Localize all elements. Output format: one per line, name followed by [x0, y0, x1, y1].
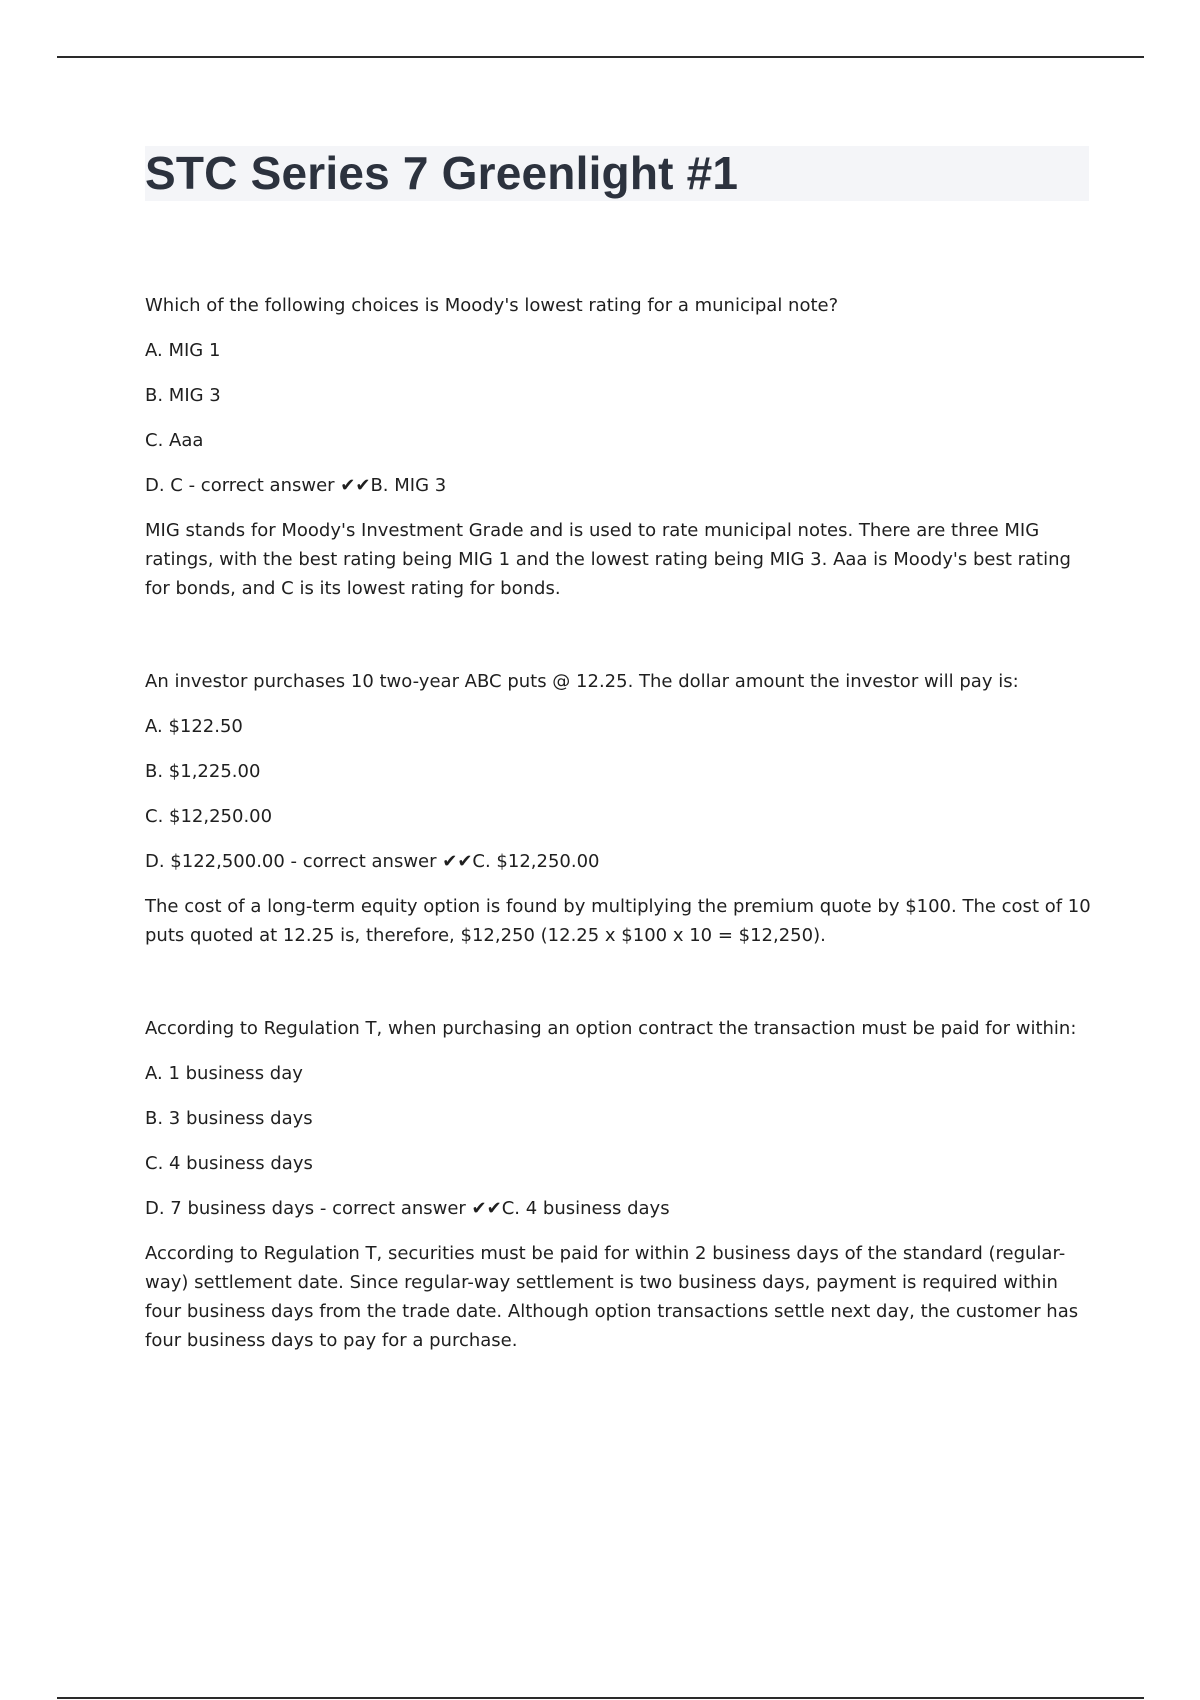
option-b: B. 3 business days	[145, 1108, 313, 1129]
option-d-with-answer: D. C - correct answer ✔✔B. MIG 3	[145, 475, 447, 496]
question-text: Which of the following choices is Moody's lowest rating for a municipal note?	[145, 295, 839, 316]
explanation: According to Regulation T, securities must be paid for within 2 business days of the standard (regular-way) settlement date. Since regular-way settlement is two business days, payment is required within four business days from the trade date. Although option transactions settle next day, the customer has four business days to pay for a purchase.	[145, 1243, 1079, 1351]
question-text: An investor purchases 10 two-year ABC puts @ 12.25. The dollar amount the investor will pay is:	[145, 671, 1019, 692]
option-c: C. 4 business days	[145, 1153, 313, 1174]
question-text: According to Regulation T, when purchasing an option contract the transaction must be paid for within:	[145, 1018, 1077, 1039]
option-a: A. MIG 1	[145, 340, 221, 361]
explanation: MIG stands for Moody's Investment Grade and is used to rate municipal notes. There are three MIG ratings, with the best rating being MIG 1 and the lowest rating being MIG 3. Aaa is Moody's best rating for bonds, and C is its lowest rating for bonds.	[145, 520, 1071, 599]
option-c: C. Aaa	[145, 430, 204, 451]
option-d-with-answer: D. 7 business days - correct answer ✔✔C. 4 business days	[145, 1198, 670, 1219]
option-a: A. $122.50	[145, 716, 243, 737]
option-a: A. 1 business day	[145, 1063, 303, 1084]
document-title: STC Series 7 Greenlight #1	[145, 147, 739, 199]
bottom-rule	[57, 1697, 1144, 1699]
top-rule	[57, 56, 1144, 58]
option-c: C. $12,250.00	[145, 806, 273, 827]
option-b: B. $1,225.00	[145, 761, 261, 782]
question-block-1	[145, 291, 1095, 603]
option-b: B. MIG 3	[145, 385, 221, 406]
option-d-with-answer: D. $122,500.00 - correct answer ✔✔C. $12,250.00	[145, 851, 600, 872]
question-block-2	[145, 667, 1095, 950]
question-block-3	[145, 1014, 1095, 1355]
explanation: The cost of a long-term equity option is found by multiplying the premium quote by $100. The cost of 10 puts quoted at 12.25 is, therefore, $12,250 (12.25 x $100 x 10 = $12,250).	[145, 896, 1091, 946]
